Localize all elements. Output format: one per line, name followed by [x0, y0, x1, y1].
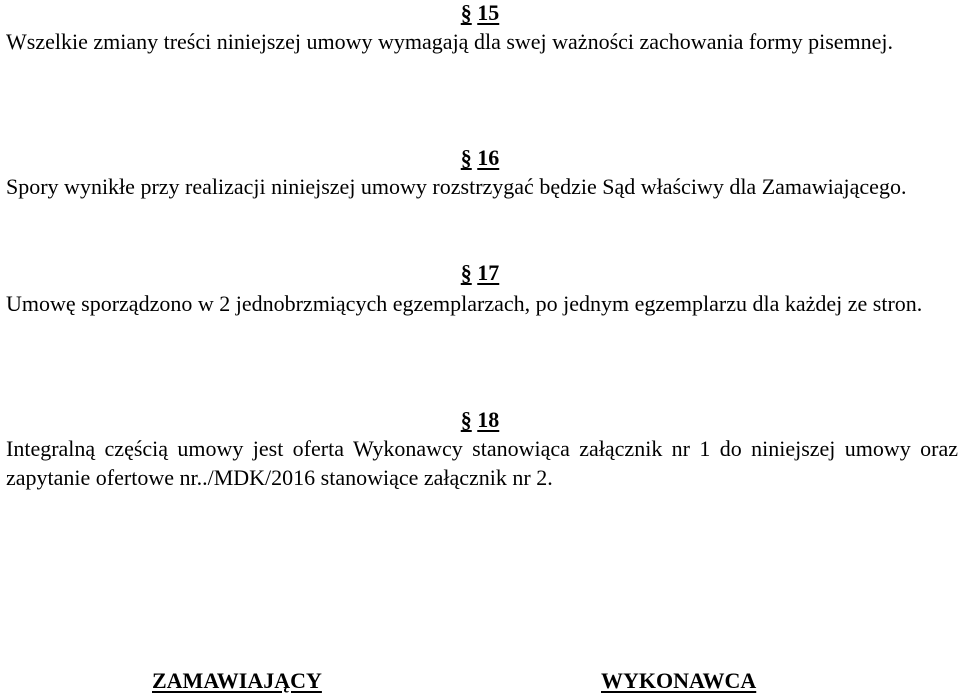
section-17-heading — [0, 260, 960, 286]
section-17-number: 17 — [477, 260, 500, 285]
section-16-symbol: § — [460, 145, 472, 170]
section-15-symbol: § — [460, 0, 472, 25]
signature-zamawiajacy: ZAMAWIAJĄCY — [152, 668, 322, 693]
section-18-symbol: § — [460, 407, 472, 432]
section-17-symbol: § — [460, 260, 472, 285]
section-18-text: Integralną częścią umowy jest oferta Wykonawcy stanowiąca załącznik nr 1 do niniejszej umowy oraz zapytanie ofertowe nr../MDK/2016 stanowiące załącznik nr 2. — [6, 436, 958, 490]
section-17-text: Umowę sporządzono w 2 jednobrzmiących egzemplarzach, po jednym egzemplarzu dla każdej ze stron. — [6, 291, 923, 316]
section-15-heading — [0, 0, 960, 26]
section-18-heading — [0, 407, 960, 433]
section-15-text: Wszelkie zmiany treści niniejszej umowy wymagają dla swej ważności zachowania formy pisemnej. — [6, 29, 894, 54]
section-16-text: Spory wynikłe przy realizacji niniejszej umowy rozstrzygać będzie Sąd właściwy dla Zamawiającego. — [6, 174, 907, 199]
section-16-heading — [0, 145, 960, 171]
section-18-number: 18 — [477, 407, 500, 432]
signature-wykonawca: WYKONAWCA — [601, 668, 757, 693]
section-16-number: 16 — [477, 145, 500, 170]
section-15-number: 15 — [477, 0, 500, 25]
